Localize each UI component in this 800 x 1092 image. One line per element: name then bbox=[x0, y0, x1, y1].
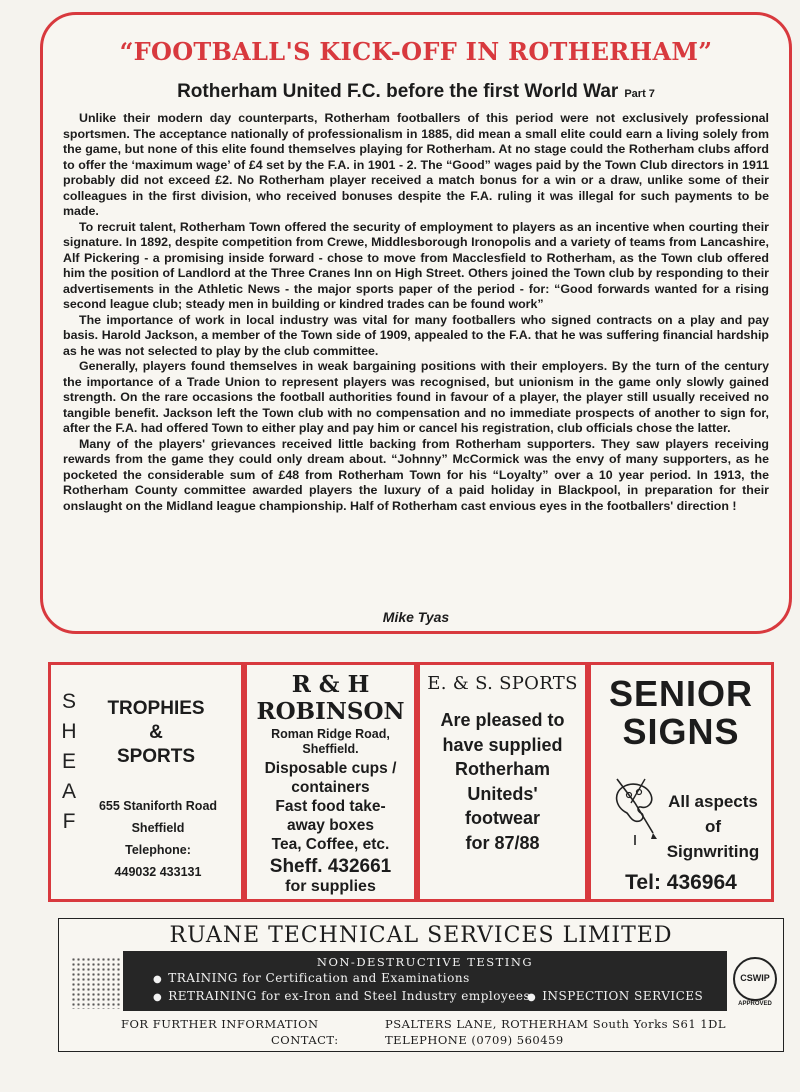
article-body bbox=[63, 111, 769, 514]
sheaf-letter: H bbox=[61, 720, 77, 743]
rh-service-line: containers bbox=[291, 779, 370, 796]
article-author: Mike Tyas bbox=[382, 609, 450, 625]
article-paragraph: To recruit talent, Rotherham Town offered the security of employment to players as an incentive when courting their signature. In 1892, despite competition from Crewe, Middlesborough Ironopolis and a variety of teams from Lancashire, Alf Pickering - a promising inside forward - chose to move from Macclesfield to Rotherham, as the Town club offered him the position of Landlord at the Three Cranes Inn on High Street. Others joined the Town club by responding to their advertisements in the Athletic News - the major sports paper of the period - for: “Good forwards wanted for a rising second league club; steady men in building or kindred trades can be found work” bbox=[63, 219, 769, 311]
sheaf-letter: S bbox=[61, 690, 76, 713]
article-subheading bbox=[43, 81, 789, 103]
es-body-line: for 87/88 bbox=[465, 832, 540, 853]
es-sports-name: E. & S. SPORTS bbox=[427, 673, 578, 694]
sheaf-title-line: TROPHIES bbox=[107, 698, 205, 719]
article-paragraph: The importance of work in local industry was vital for many footballers who signed contracts on a play and pay basis. Harold Jackson, a member of the Town side of 1909, appealed to the F.A. that he was suffering financial hardship as he was not selected to play by the club committee. bbox=[63, 312, 769, 358]
sheaf-address: 655 Staniforth Road bbox=[98, 799, 218, 813]
rh-robinson-address bbox=[247, 727, 414, 757]
es-sports-body bbox=[420, 708, 585, 855]
ad-es-sports bbox=[417, 662, 588, 902]
sheaf-letter: E bbox=[61, 750, 76, 773]
ruane-services-band bbox=[123, 951, 727, 1011]
dot-pattern-logo-icon bbox=[71, 957, 121, 1009]
rh-robinson-services bbox=[247, 759, 414, 854]
senior-signs-title bbox=[591, 675, 771, 751]
paintbrush-palette-icon bbox=[607, 773, 667, 855]
es-body-line: Are pleased to bbox=[440, 710, 565, 730]
sheaf-telephone: 449032 433131 bbox=[114, 865, 202, 879]
article-panel bbox=[40, 12, 792, 634]
senior-service-line: All aspects bbox=[668, 792, 758, 811]
ruane-service-item: ● RETRAINING for ex-Iron and Steel Industry employees bbox=[153, 989, 530, 1003]
article-paragraph: Unlike their modern day counterparts, Rotherham footballers of this period were not exclusively professional sportsmen. The acceptance nationally of professionalism in 1885, did mean a small elite could earn a living solely from the game, but none of this elite found themselves playing for Rotherham. At no stage could the Rotherham clubs afford to offer the ‘maximum wage’ of £4 set by the F.A. in 1901 - 2. The “Good” wages paid by the Town Club directors in 1911 probably did not exceed £2. No Rotherham player received a match bonus for a win or a draw, unlike some of their colleagues in the first division, who received bonuses despite the F.A. ruling it was illegal for such payments to be made. bbox=[63, 111, 769, 218]
sheaf-city: Sheffield bbox=[131, 821, 185, 835]
ad-sheaf-trophies bbox=[48, 662, 244, 902]
sheaf-telephone-label: Telephone: bbox=[125, 843, 191, 857]
rh-robinson-phone: Sheff. 432661 bbox=[269, 856, 392, 877]
article-paragraph: Many of the players' grievances received little backing from Rotherham supporters. They saw players receiving rewards from the game they could only dream about. “Johnny” McCormick was the envy of many supporters, as he pocketed the considerable sum of £48 from Rotherham Town for his “Loyalty” over a 10 year period. In 1913, the Rotherham County committee awarded players the luxury of a paid holiday in Blackpool, in preparation for their onslaught on the Midland league championship. Half of Rotherham cast envious eyes in the footballers' direction ! bbox=[63, 436, 769, 513]
senior-title-line: SIGNS bbox=[622, 711, 740, 752]
senior-service-line: Signwriting bbox=[666, 842, 760, 861]
sheaf-title-line: SPORTS bbox=[116, 746, 196, 767]
ruane-contact-label: CONTACT: bbox=[271, 1033, 339, 1047]
ruane-info-label: FOR FURTHER INFORMATION bbox=[121, 1017, 319, 1031]
sheaf-title-line: & bbox=[149, 722, 163, 743]
sheaf-contact bbox=[75, 795, 241, 883]
ruane-service-item: ● INSPECTION SERVICES bbox=[527, 989, 703, 1003]
ruane-telephone: TELEPHONE (0709) 560459 bbox=[385, 1033, 564, 1047]
es-body-line: Uniteds' bbox=[467, 783, 538, 804]
rh-address-line: Sheffield. bbox=[302, 742, 359, 756]
subheading-text: Rotherham United F.C. before the first World War bbox=[177, 81, 619, 102]
ad-ruane-technical bbox=[58, 918, 784, 1052]
sheaf-title bbox=[71, 697, 241, 769]
rh-service-line: Disposable cups / bbox=[264, 760, 397, 777]
ruane-band-title: NON-DESTRUCTIVE TESTING bbox=[316, 955, 534, 969]
ruane-address: PSALTERS LANE, ROTHERHAM South Yorks S61 1DL bbox=[385, 1017, 726, 1031]
rh-robinson-name bbox=[247, 671, 414, 725]
es-body-line: footwear bbox=[464, 808, 540, 828]
senior-signs-telephone: Tel: 436964 bbox=[625, 871, 737, 894]
rh-service-line: Tea, Coffee, etc. bbox=[271, 836, 390, 853]
rh-address-line: Roman Ridge Road, bbox=[271, 727, 390, 741]
ad-rh-robinson bbox=[244, 662, 417, 902]
article-headline: “FOOTBALL'S KICK-OFF IN ROTHERHAM” bbox=[119, 37, 713, 66]
ruane-company-name: RUANE TECHNICAL SERVICES LIMITED bbox=[169, 923, 673, 948]
article-paragraph: Generally, players found themselves in weak bargaining positions with their employers. By the turn of the century the importance of a Trade Union to represent players was recognised, but unionism in the game only slowly gained strength. On the rare occasions the football authorities found in favour of a player, the player still usually received no tangible benefit. Jackson left the Town club with no compensation and no immediate prospects of another to sign for, after the F.A. had offered Town to either play and pay him or cancel his registration, club officials chose the latter. bbox=[63, 359, 769, 435]
rh-robinson-supplies: for supplies bbox=[285, 878, 376, 895]
senior-signs-services bbox=[659, 789, 767, 864]
part-label: Part 7 bbox=[624, 88, 655, 100]
rh-service-line: away boxes bbox=[286, 817, 375, 834]
ruane-service-item: ● TRAINING for Certification and Examinations bbox=[153, 971, 470, 985]
rh-name-line: R & H bbox=[291, 671, 370, 698]
es-body-line: Rotherham bbox=[454, 759, 550, 779]
badge-code: CSWIP bbox=[740, 973, 770, 983]
es-body-line: have supplied bbox=[442, 734, 563, 755]
rh-service-line: Fast food take- bbox=[275, 798, 386, 815]
badge-approved: APPROVED bbox=[738, 1001, 772, 1007]
rh-name-line: ROBINSON bbox=[256, 698, 405, 725]
sheaf-letter: F bbox=[62, 810, 76, 833]
senior-title-line: SENIOR bbox=[608, 673, 754, 714]
ad-senior-signs bbox=[588, 662, 774, 902]
senior-service-line: of bbox=[704, 817, 722, 836]
cswip-approved-badge-icon bbox=[733, 957, 777, 1007]
sheaf-letter: A bbox=[61, 780, 76, 803]
